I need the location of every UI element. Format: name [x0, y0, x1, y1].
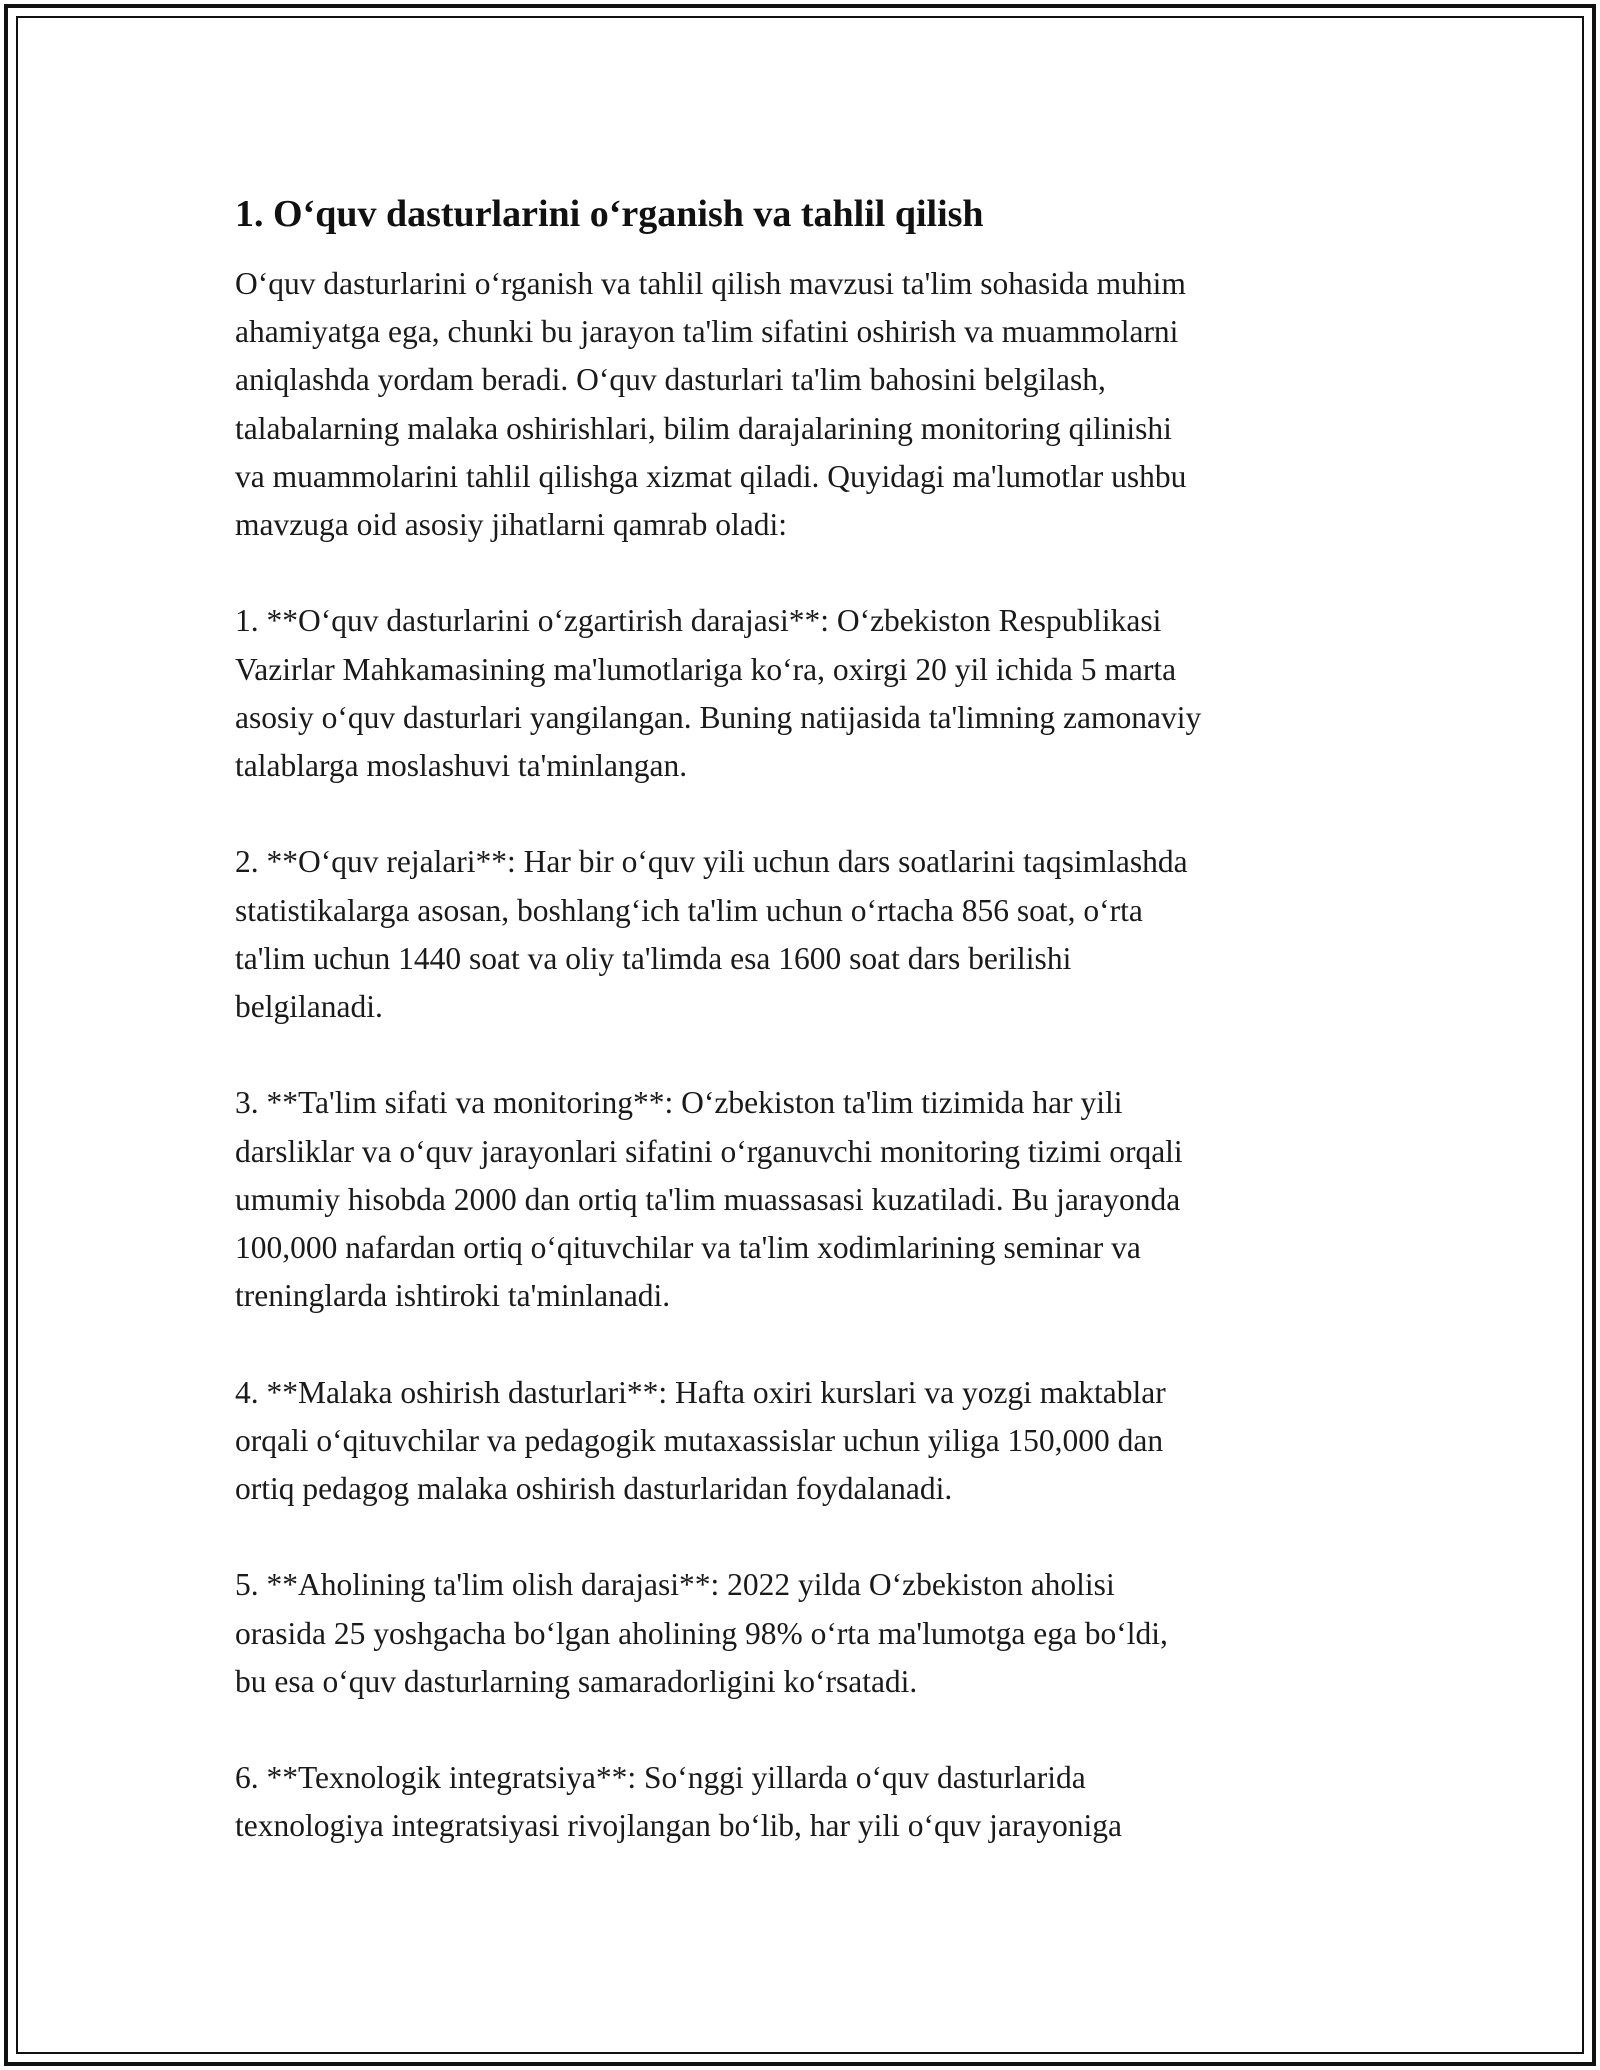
list-item-1-paragraph: 1. **O‘quv dasturlarini o‘zgartirish darajasi**: O‘zbekiston Respublikasi Vazirlar Mahkamasining ma'lumotlariga ko‘ra, oxirgi 20 yil ichida 5 marta asosiy o‘quv dasturlari yangilangan. Buning natijasida ta'limning zamonaviy talablarga moslashuvi ta'minlangan. — [235, 603, 1202, 784]
list-item-6-paragraph: 6. **Texnologik integratsiya**: So‘nggi yillarda o‘quv dasturlarida texnologiya integratsiyasi rivojlangan bo‘lib, har yili o‘quv jarayoniga — [235, 1760, 1123, 1844]
section-heading: 1. O‘quv dasturlarini o‘rganish va tahlil qilish — [235, 193, 984, 235]
list-item-5-paragraph: 5. **Aholining ta'lim olish darajasi**: 2022 yilda O‘zbekiston aholisi orasida 25 yoshgacha bo‘lgan aholining 98% o‘rta ma'lumotga ega bo‘ldi, bu esa o‘quv dasturlarning samaradorligini ko‘rsatadi. — [235, 1567, 1168, 1699]
list-item-4-paragraph: 4. **Malaka oshirish dasturlari**: Hafta oxiri kurslari va yozgi maktablar orqali o‘qituvchilar va pedagogik mutaxassislar uchun yiliga 150,000 dan ortiq pedagog malaka oshirish dasturlaridan foydalanadi. — [235, 1374, 1166, 1507]
list-item-3-paragraph: 3. **Ta'lim sifati va monitoring**: O‘zbekiston ta'lim tizimida har yili darsliklar va o‘quv jarayonlari sifatini o‘rganuvchi monitoring tizimi orqali umumiy hisobda 2000 dan ortiq ta'lim muassasasi kuzatiladi. Bu jarayonda 100,000 nafardan ortiq o‘qituvchilar va ta'lim xodimlarining seminar va treninglarda ishtiroki ta'minlanadi. — [235, 1085, 1183, 1314]
intro-paragraph: O‘quv dasturlarini o‘rganish va tahlil qilish mavzusi ta'lim sohasida muhim ahamiyatga ega, chunki bu jarayon ta'lim sifatini oshirish va muammolarni aniqlashda yordam beradi. O‘quv dasturlari ta'lim bahosini belgilash, talabalarning malaka oshirishlari, bilim darajalarining monitoring qilinishi va muammolarini tahlil qilishga xizmat qiladi. Quyidagi ma'lumotlar ushbu mavzuga oid asosiy jihatlarni qamrab oladi: — [235, 266, 1187, 543]
document-body — [235, 188, 1375, 1851]
list-item-2-paragraph: 2. **O‘quv rejalari**: Har bir o‘quv yili uchun dars soatlarini taqsimlashda statistikalarga asosan, boshlang‘ich ta'lim uchun o‘rtacha 856 soat, o‘rta ta'lim uchun 1440 soat va oliy ta'limda esa 1600 soat dars berilishi belgilanadi. — [235, 844, 1188, 1025]
